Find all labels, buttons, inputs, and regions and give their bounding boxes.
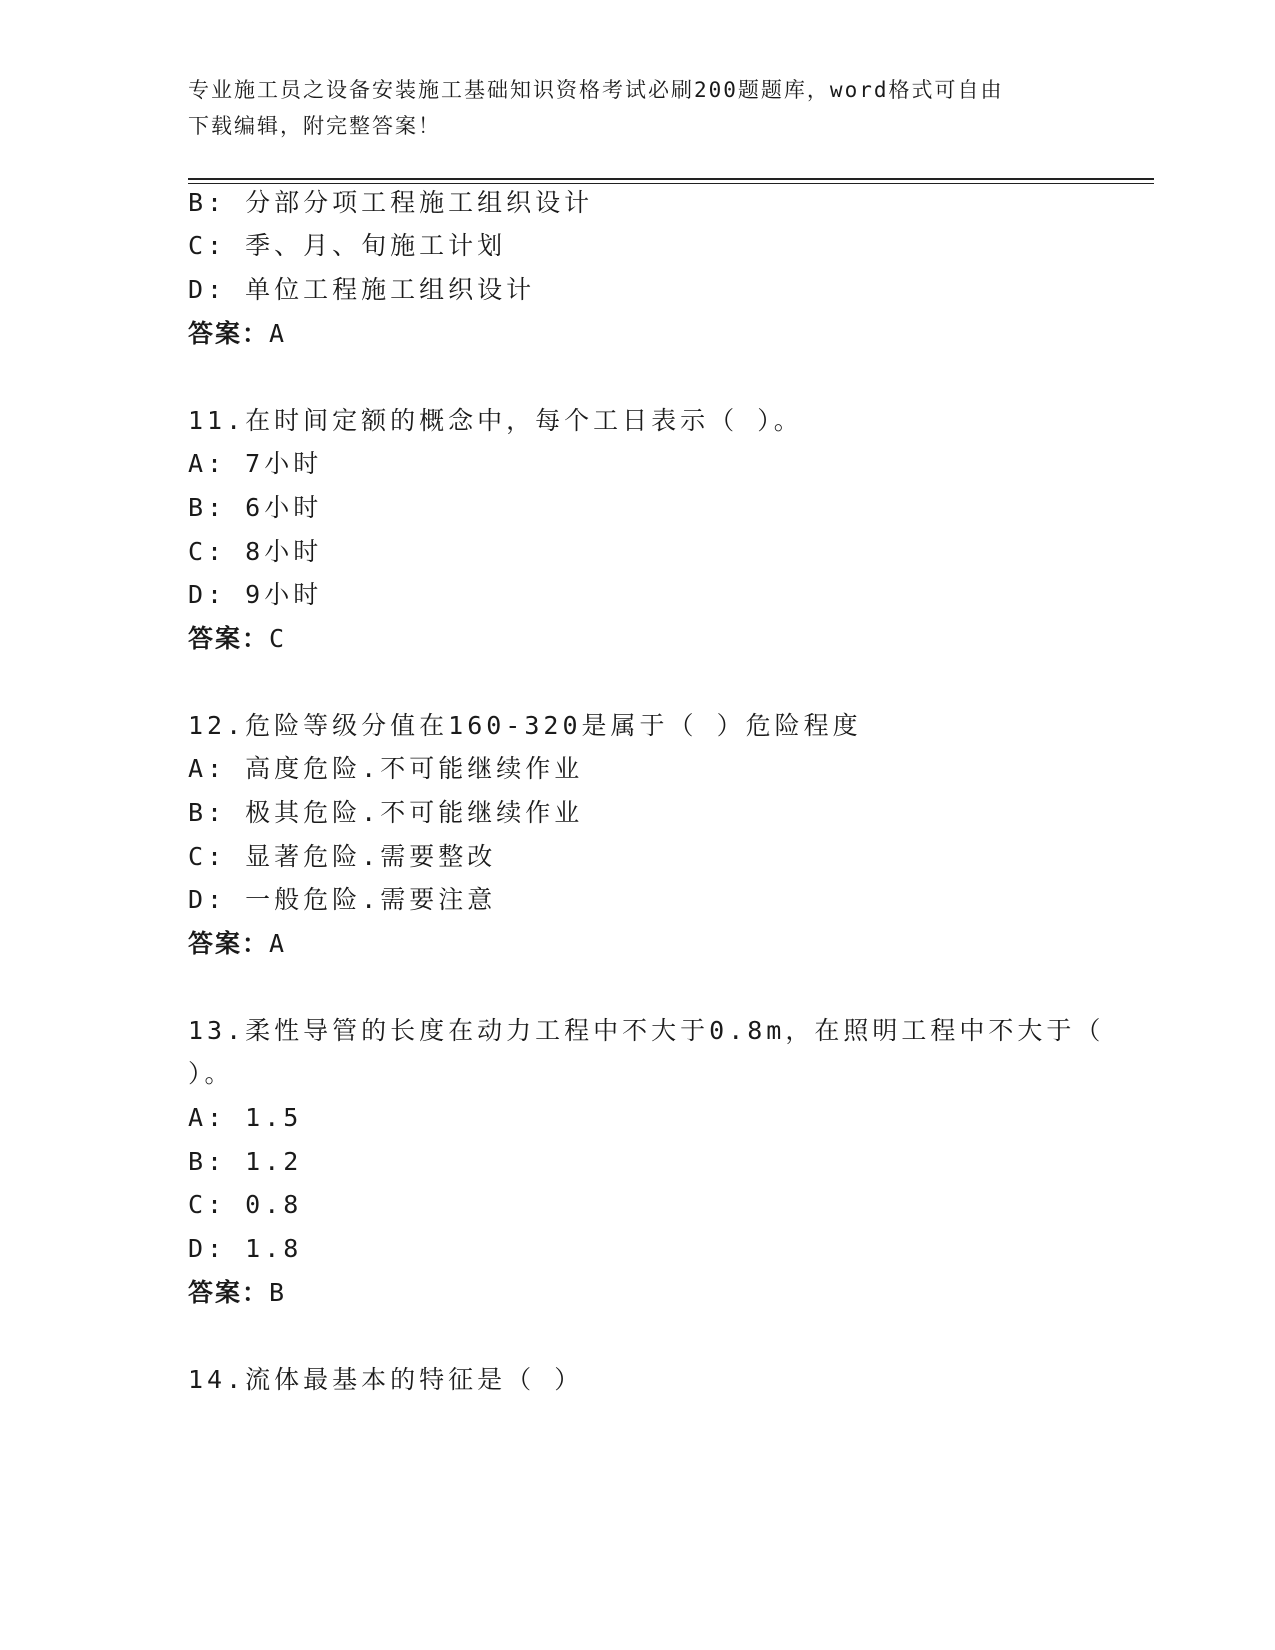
answer-value: C — [269, 624, 287, 653]
answer-line — [188, 317, 286, 351]
answer-label: 答案： — [188, 624, 270, 653]
option-c: C: 8小时 — [188, 537, 323, 566]
option-c: C: 0.8 — [188, 1190, 303, 1219]
question-stem: 13.柔性导管的长度在动力工程中不大于0.8m，在照明工程中不大于（ — [188, 1016, 1105, 1045]
answer-value: A — [269, 319, 287, 348]
option-a: A: 7小时 — [188, 449, 323, 478]
header-divider-thick — [188, 178, 1154, 180]
option-d: D: 1.8 — [188, 1234, 303, 1263]
option-a: A: 1.5 — [188, 1103, 303, 1132]
answer-value: A — [269, 929, 287, 958]
header-line-2: 下载编辑，附完整答案！ — [188, 114, 441, 138]
option-c: C: 显著危险.需要整改 — [188, 842, 497, 871]
option-d: D: 一般危险.需要注意 — [188, 885, 497, 914]
question-stem-continuation: ）。 — [188, 1059, 234, 1088]
option-b: B: 极其危险.不可能继续作业 — [188, 798, 584, 827]
header-divider-thin — [188, 183, 1154, 184]
question-stem: 11.在时间定额的概念中，每个工日表示（ ）。 — [188, 406, 803, 435]
option-b: B: 6小时 — [188, 493, 323, 522]
option-b: B: 1.2 — [188, 1147, 303, 1176]
answer-label: 答案： — [188, 1278, 270, 1307]
answer-line — [188, 927, 286, 961]
option-a: A: 高度危险.不可能继续作业 — [188, 754, 584, 783]
answer-value: B — [269, 1278, 287, 1307]
answer-label: 答案： — [188, 319, 270, 348]
document-header — [188, 72, 1068, 144]
answer-label: 答案： — [188, 929, 270, 958]
option-d: D: 单位工程施工组织设计 — [188, 275, 536, 304]
question-stem: 12.危险等级分值在160-320是属于（ ）危险程度 — [188, 711, 862, 740]
header-line-1: 专业施工员之设备安装施工基础知识资格考试必刷200题题库，word格式可自由 — [188, 78, 1004, 102]
answer-line — [188, 1276, 286, 1310]
question-stem: 14.流体最基本的特征是（ ） — [188, 1365, 584, 1394]
option-b: B: 分部分项工程施工组织设计 — [188, 188, 594, 217]
answer-line — [188, 622, 286, 656]
option-c: C: 季、月、旬施工计划 — [188, 231, 507, 260]
option-d: D: 9小时 — [188, 580, 323, 609]
